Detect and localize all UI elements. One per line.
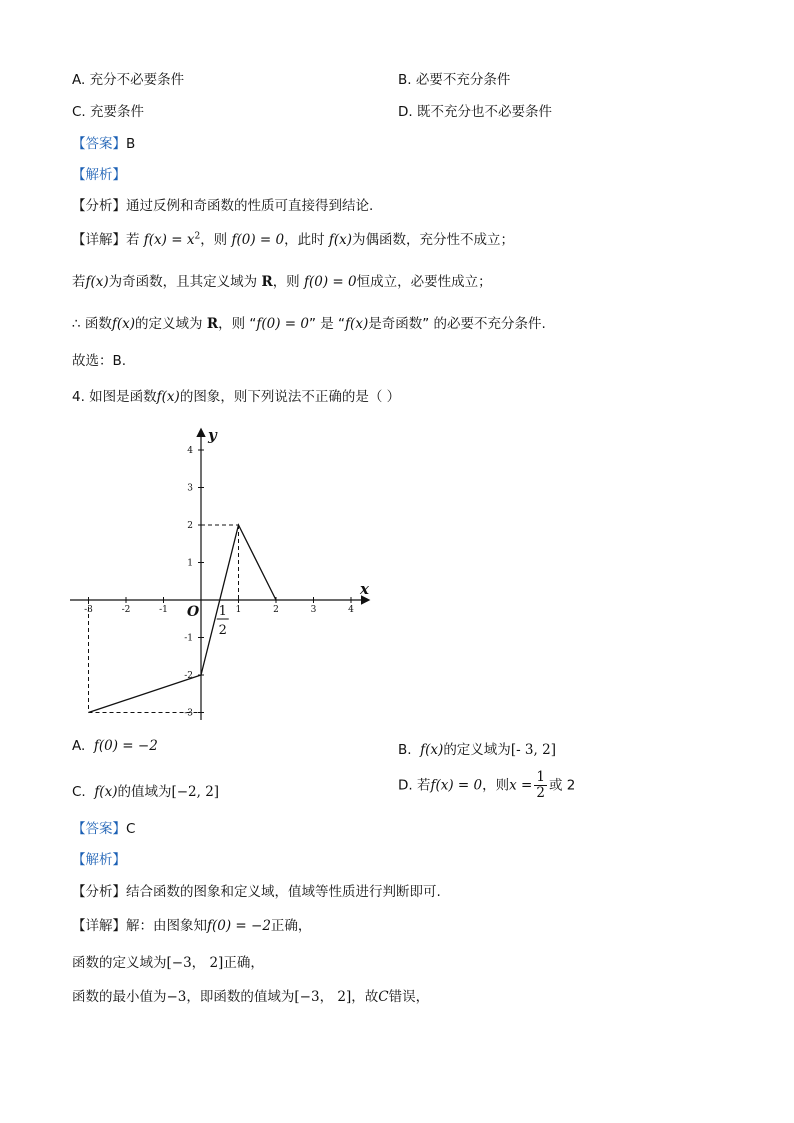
x-tick-label: -2 [121, 605, 131, 615]
math-x-eq: x = [509, 777, 533, 794]
analysis-tag: 【分析】 [72, 198, 126, 214]
math-R: R [206, 316, 219, 332]
analysis-tag: 【分析】 [72, 884, 126, 900]
q3-detail-line3 [72, 312, 546, 332]
text: ，则 [482, 777, 510, 794]
math-fx-eq-x: f(x) = x [143, 232, 195, 248]
q4-detail-line2 [72, 951, 264, 971]
answer-tag: 【答案】 [72, 821, 126, 837]
answer-tag: 【答案】 [72, 136, 126, 152]
q3-option-a: A. 充分不必要条件 [72, 72, 185, 88]
q4-detail-line1 [72, 914, 311, 934]
math-R: R [261, 274, 273, 290]
function-line [89, 525, 277, 713]
function-graph [70, 420, 380, 730]
q4-analysis [72, 880, 441, 900]
answer-value: C [126, 821, 136, 837]
math-value: −3 [166, 989, 187, 1005]
fraction-numerator: 1 [218, 604, 227, 619]
q4-answer [72, 817, 135, 837]
x-tick-label: 3 [310, 605, 317, 615]
series [89, 525, 277, 713]
text: 4. 如图是函数 [72, 389, 157, 405]
dashed-guides [89, 525, 239, 713]
math-exponent: 2 [194, 231, 201, 242]
text: ，故 [351, 989, 379, 1005]
text: 解：由图象知 [126, 918, 207, 934]
option-label: B. [398, 742, 412, 758]
math-fx: f(x) [420, 742, 444, 758]
math-interval: [−2, 2] [171, 784, 220, 800]
math-f0-eq-0: f(0) = 0 [256, 316, 309, 332]
math-fx: f(x) [85, 274, 109, 290]
y-tick-label: -1 [184, 633, 193, 644]
y-axis-label: y [208, 426, 217, 444]
option-label: D. 若 [398, 777, 431, 794]
text: 恒成立，必要性成立； [356, 274, 492, 290]
math-interval: [- 3, 2] [510, 742, 556, 758]
text: 是奇函数” 的必要不充分条件. [368, 316, 546, 332]
option-label: A. [72, 738, 86, 754]
x-tick-label: 4 [348, 605, 354, 615]
text: 的图象，则下列说法不正确的是（ ） [179, 389, 401, 405]
text: ，则 “ [218, 316, 257, 332]
math-fx: f(x) [345, 316, 369, 332]
q3-option-c: C. 充要条件 [72, 104, 145, 120]
text: ” 是 “ [308, 316, 346, 332]
text: 的值域为 [117, 784, 172, 800]
y-tick-label: -2 [184, 671, 193, 681]
q3-detail-line1 [72, 228, 514, 248]
q4-option-b [398, 738, 556, 758]
q4-option-d [398, 770, 575, 801]
origin-label: O [187, 604, 200, 620]
text: 函数的定义域为 [72, 955, 167, 971]
math-interval: [−3， 2] [294, 989, 352, 1005]
answer-value: B [126, 136, 136, 152]
text: ，此时 [284, 232, 325, 248]
text: 或 2 [548, 777, 576, 794]
math-option-c: C [378, 989, 389, 1005]
option-label: C. [72, 784, 86, 800]
x-tick-label: 2 [273, 605, 279, 615]
text: 的定义域为 [135, 316, 203, 332]
math-fx: f(x) [156, 389, 180, 405]
jiexi-tag: 【解析】 [72, 852, 126, 868]
x-tick-label: 1 [235, 605, 242, 615]
math-fx-eq-0: f(x) = 0 [430, 777, 483, 794]
q4-option-c [72, 780, 219, 800]
y-tick-label: 1 [187, 558, 193, 569]
text: ，即函数的值域为 [186, 989, 295, 1005]
q3-conclusion: 故选：B. [72, 353, 127, 369]
q3-detail-line2 [72, 270, 492, 290]
analysis-text: 通过反例和奇函数的性质可直接得到结论. [126, 198, 374, 214]
fraction-half [534, 770, 547, 801]
text: 若 [72, 274, 86, 290]
fraction-numerator: 1 [536, 769, 545, 785]
q4-stem [72, 385, 400, 405]
analysis-text: 结合函数的图象和定义域，值域等性质进行判断即可. [126, 884, 441, 900]
fraction-denominator: 2 [218, 623, 227, 638]
detail-tag: 【详解】 [72, 232, 126, 248]
x-axis-label: x [360, 580, 369, 598]
text: 函数的最小值为 [72, 989, 167, 1005]
math-f0-eq-0: f(0) = 0 [231, 232, 285, 248]
text: 正确， [223, 955, 264, 971]
y-tick-label: -3 [184, 708, 193, 719]
q4-option-a [72, 738, 158, 754]
text: ，则 [200, 232, 228, 248]
q4-jiexi [72, 848, 126, 868]
q4-detail-line3 [72, 985, 429, 1005]
math-f0-eq-0: f(0) = 0 [303, 274, 357, 290]
y-tick-label: 4 [187, 446, 193, 456]
text: 的定义域为 [443, 742, 511, 758]
q3-jiexi [72, 163, 126, 183]
fraction-denominator: 2 [536, 784, 545, 801]
jiexi-tag: 【解析】 [72, 167, 126, 183]
text: 若 [126, 232, 140, 248]
q3-answer [72, 132, 135, 152]
text: 错误， [388, 989, 430, 1005]
text: 为偶函数，充分性不成立； [352, 232, 515, 248]
q3-analysis [72, 194, 373, 214]
math-f0: f(0) = −2 [93, 738, 158, 754]
y-tick-label: 3 [187, 483, 193, 494]
math-fx: f(x) [111, 316, 136, 332]
x-tick-label: -1 [159, 605, 168, 615]
text: ，则 [272, 274, 300, 290]
axes [70, 430, 368, 720]
q3-option-b: B. 必要不充分条件 [398, 72, 511, 88]
math-f0-eq-m2: f(0) = −2 [207, 918, 271, 934]
y-tick-label: 2 [187, 521, 193, 531]
math-interval: [−3， 2] [166, 955, 224, 971]
detail-tag: 【详解】 [72, 918, 126, 934]
text: 为奇函数，且其定义域为 [108, 274, 258, 290]
text: ∴ 函数 [72, 316, 112, 332]
math-fx: f(x) [328, 232, 353, 248]
text: 正确， [270, 918, 312, 934]
q3-option-d: D. 既不充分也不必要条件 [398, 104, 552, 120]
math-fx: f(x) [94, 784, 118, 800]
x-tick-label: -3 [84, 605, 93, 615]
